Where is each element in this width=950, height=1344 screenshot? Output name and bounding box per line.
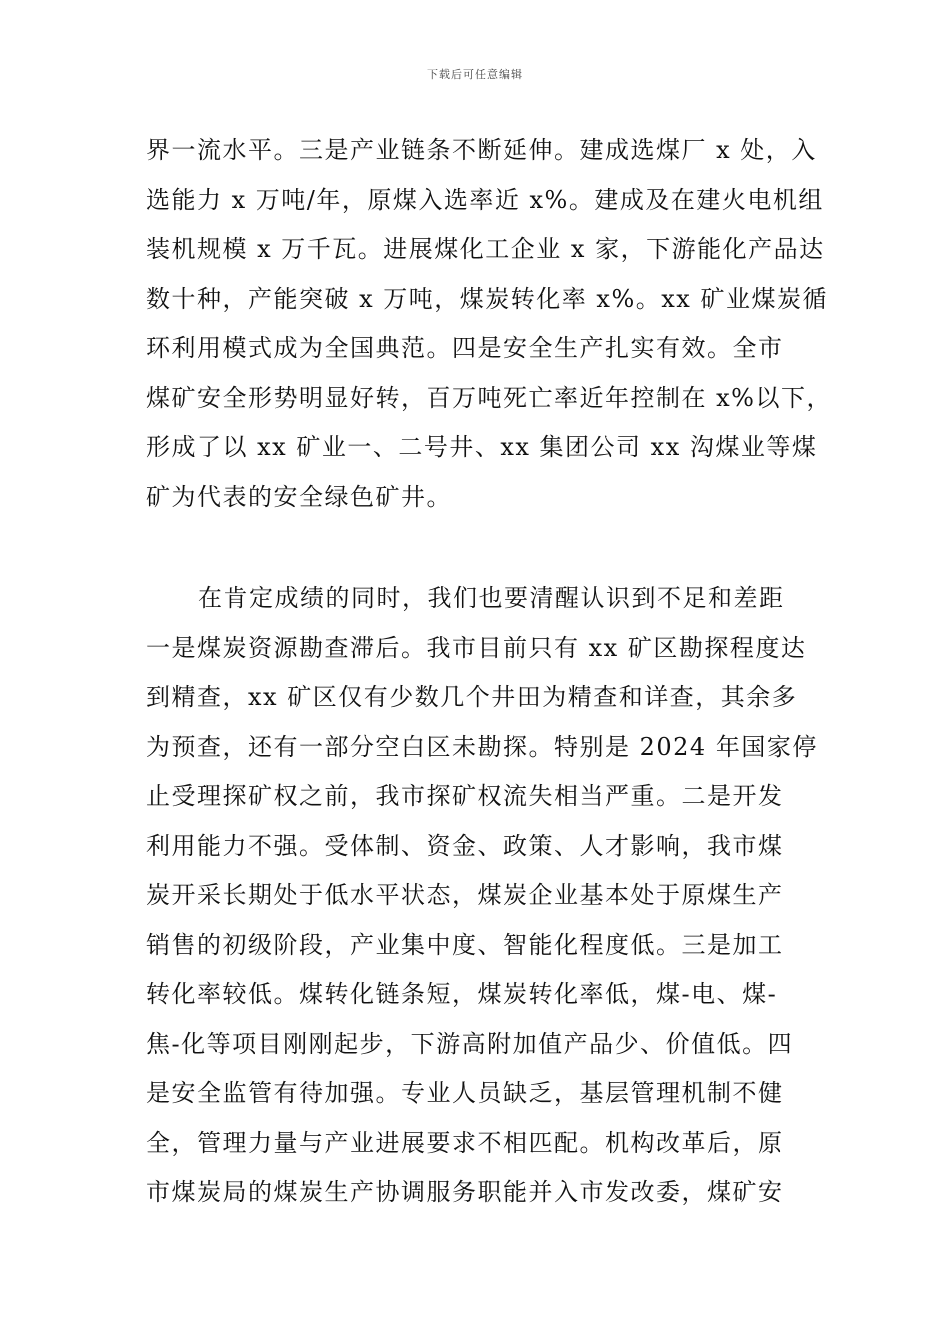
text-line: 形成了以 xx 矿业一、二号井、xx 集团公司 xx 沟煤业等煤 <box>146 433 818 461</box>
text-line: 焦-化等项目刚刚起步，下游高附加值产品少、价值低。四 <box>146 1029 794 1058</box>
text-line: 装机规模 x 万千瓦。进展煤化工企业 x 家，下游能化产品达 <box>146 235 825 263</box>
text-line: 转化率较低。煤转化链条短，煤炭转化率低，煤-电、煤- <box>146 980 778 1008</box>
paragraph-2 <box>146 574 826 1218</box>
text-line: 为预查，还有一部分空白区未勘探。特别是 2024 年国家停 <box>146 732 818 761</box>
page-header: 下载后可任意编辑 <box>427 68 523 81</box>
text-line-indented: 在肯定成绩的同时，我们也要清醒认识到不足和差距 <box>198 584 785 612</box>
text-line: 数十种，产能突破 x 万吨，煤炭转化率 x%。xx 矿业煤炭循 <box>146 284 828 313</box>
text-line: 矿为代表的安全绿色矿井。 <box>146 482 452 511</box>
text-line: 炭开采长期处于低水平状态，煤炭企业基本处于原煤生产 <box>146 881 784 909</box>
paragraph-1 <box>146 126 832 522</box>
text-line: 一是煤炭资源勘查滞后。我市目前只有 xx 矿区勘探程度达 <box>146 633 807 662</box>
text-line: 环利用模式成为全国典范。四是安全生产扎实有效。全市 <box>146 334 784 362</box>
text-line: 界一流水平。三是产业链条不断延伸。建成选煤厂 x 处，入 <box>146 136 817 164</box>
text-line: 是安全监管有待加强。专业人员缺乏，基层管理机制不健 <box>146 1079 784 1107</box>
text-line: 选能力 x 万吨/年，原煤入选率近 x%。建成及在建火电机组 <box>146 185 824 214</box>
text-line: 销售的初级阶段，产业集中度、智能化程度低。三是加工 <box>146 930 784 959</box>
text-line: 利用能力不强。受体制、资金、政策、人才影响，我市煤 <box>146 831 784 860</box>
text-line: 全，管理力量与产业进展要求不相匹配。机构改革后，原 <box>146 1128 784 1157</box>
text-line: 市煤炭局的煤炭生产协调服务职能并入市发改委，煤矿安 <box>146 1178 784 1206</box>
text-line: 到精查，xx 矿区仅有少数几个井田为精查和详查，其余多 <box>146 683 798 711</box>
text-line: 止受理探矿权之前，我市探矿权流失相当严重。二是开发 <box>146 782 784 810</box>
text-line: 煤矿安全形势明显好转，百万吨死亡率近年控制在 x%以下， <box>146 383 832 412</box>
